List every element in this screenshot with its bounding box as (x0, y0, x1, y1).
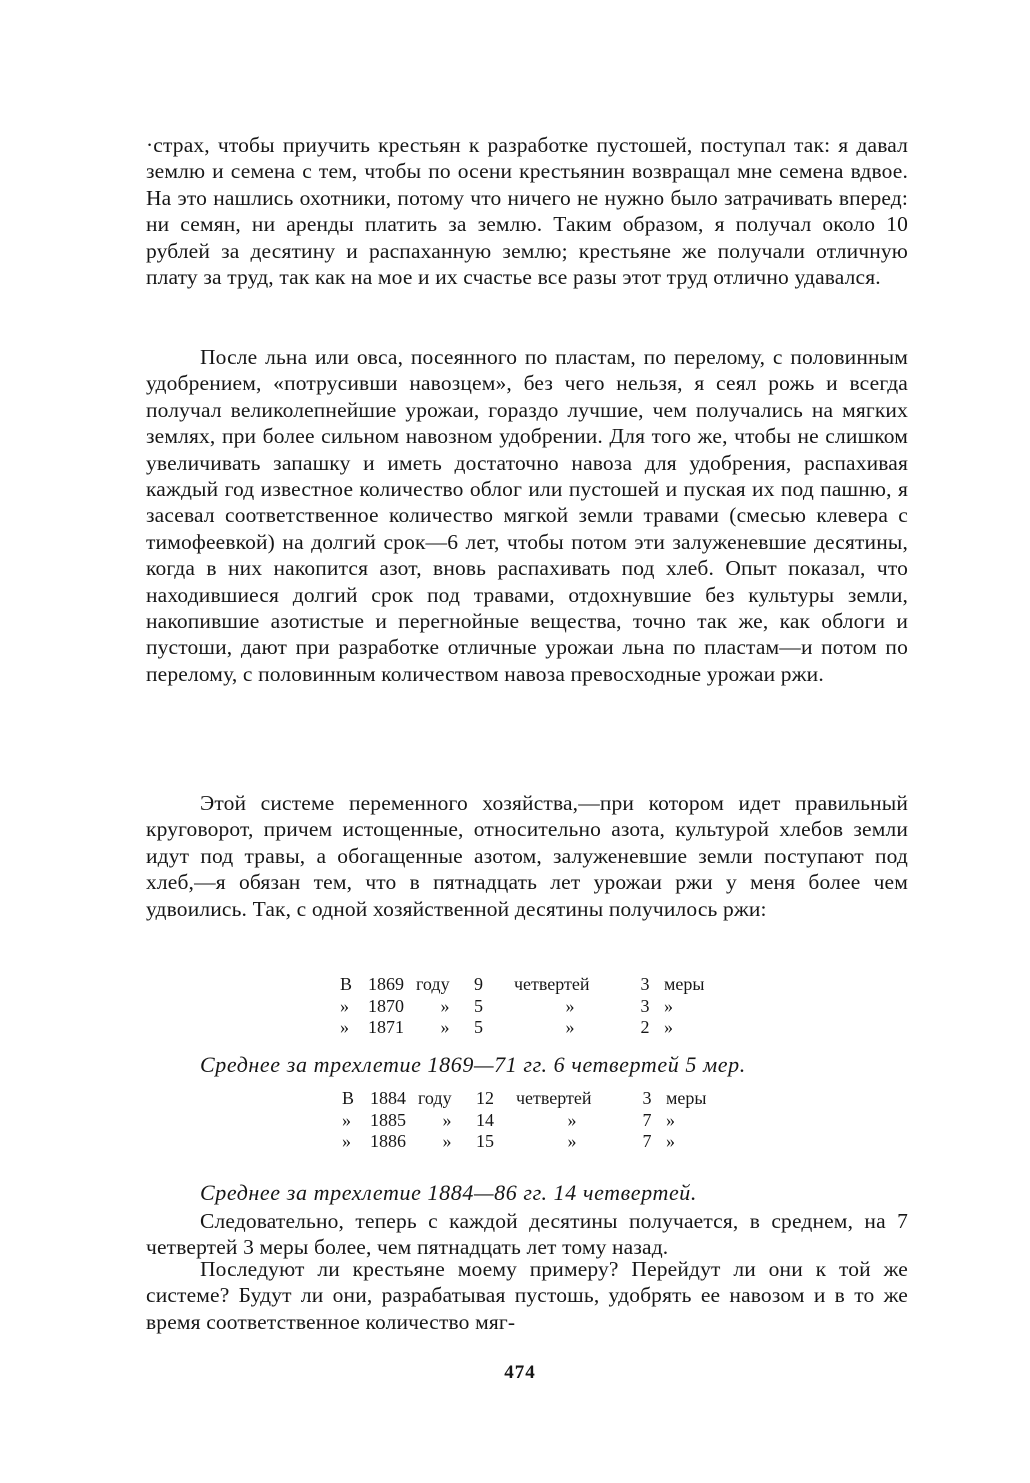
table-cell: 1871 (368, 1017, 404, 1038)
table-cell: » (664, 995, 673, 1016)
table-cell: 1869 (368, 974, 404, 994)
table-cell: В (340, 974, 353, 994)
table-cell: » (666, 1109, 675, 1130)
table-cell: 5 (474, 995, 483, 1016)
paragraph-question (146, 1256, 908, 1335)
table-cell: 12 (476, 1088, 494, 1108)
table-cell: 1884 (370, 1088, 406, 1108)
table-cell: 15 (476, 1131, 494, 1152)
table-cell: меры (664, 974, 705, 994)
table-cell: 3 (642, 1088, 652, 1108)
paragraph-text: ·страх, чтобы приучить крестьян к разработке пустошей, поступал так: я давал землю и семена с тем, чтобы по осени крестьянин возвращал мне семена вдвое. На это нашлись охотники, потому что ничего не нужно было затрачивать вперед: ни семян, ни аренды платить за землю. Таким образом, я получал около 10 рублей за десятину и распаханную землю; крестьяне же получали отличную плату за труд, так как на мое и их счастье все разы этот труд отлично удавался. (146, 133, 908, 290)
table-cell: » (664, 1017, 673, 1038)
table-cell: четвертей (516, 1088, 592, 1108)
paragraph-system (146, 790, 908, 922)
table-cell: 9 (474, 974, 483, 994)
table-cell: » (440, 995, 450, 1016)
average-1869-1871: Среднее за трехлетие 1869—71 гг. 6 четвертей 5 мер. (200, 1052, 746, 1077)
page-number: 474 (504, 1362, 536, 1383)
table-cell: году (416, 974, 450, 994)
table-cell: В (342, 1088, 355, 1108)
table-cell: » (442, 1131, 452, 1152)
table-cell: 7 (642, 1131, 652, 1152)
table-row (342, 1088, 726, 1110)
table-cell: 3 (640, 974, 650, 994)
table-cell: » (342, 1109, 351, 1130)
table-cell: меры (666, 1088, 707, 1108)
table-cell: 5 (474, 1017, 483, 1038)
paragraph-text: После льна или овса, посеянного по пластам, по перелому, с половинным удобрением, «потрусивши навозцем», без чего нельзя, я сеял рожь и всегда получал великолепнейшие урожаи, гораздо лучшие, чем получались на мягких землях, при более сильном навозном удобрении. Для того же, чтобы не слишком увеличивать запашку и иметь достаточно навоза для удобрения, распахивая каждый год известное количество облог или пустошей и пуская их под пашню, я засевал соответственное количество мягкой земли травами (смесью клевера с тимофеевкой) на долгий срок—6 лет, чтобы потом эти залуженевшие десятины, когда в них накопится азот, вновь распахивать под хлеб. Опыт показал, что находившиеся долгий срок под травами, отдохнувшие без культуры земли, накопившие азотистые и перегнойные вещества, точно так же, как облоги и пустоши, дают при разработке отличные урожаи льна по пластам—и потом по перелому, с половинным количеством навоза превосходные урожаи ржи. (146, 345, 908, 686)
table-cell: четвертей (514, 974, 590, 994)
table-row (342, 1110, 726, 1132)
harvest-table-1869-1871 (340, 974, 724, 1039)
harvest-table-1884-1886 (342, 1088, 726, 1153)
table-cell: » (567, 1109, 577, 1130)
table-cell: 1870 (368, 995, 404, 1016)
table-cell: 1886 (370, 1131, 406, 1152)
table-cell: » (342, 1131, 351, 1152)
table-row (342, 1131, 726, 1153)
table-cell: » (565, 995, 575, 1016)
table-cell: 7 (642, 1109, 652, 1130)
average-1884-1886: Среднее за трехлетие 1884—86 гг. 14 четвертей. (200, 1180, 698, 1205)
paragraph-text: Этой системе переменного хозяйства,—при котором идет правильный круговорот, причем истощенные, относительно азота, культурой хлебов земли идут под травы, а обогащенные азотом, залуженевшие земли поступают под хлеб,—я обязан тем, что в пятнадцать лет урожаи ржи у меня более чем удвоились. Так, с одной хозяйственной десятины получилось ржи: (146, 791, 908, 921)
paragraph-continued (146, 132, 908, 290)
table-cell: » (565, 1017, 575, 1038)
table-cell: » (440, 1017, 450, 1038)
table-cell: » (340, 1017, 349, 1038)
table-cell: 14 (476, 1109, 494, 1130)
table-row (340, 996, 724, 1018)
table-cell: 1885 (370, 1109, 406, 1130)
table-cell: » (567, 1131, 577, 1152)
table-cell: » (340, 995, 349, 1016)
paragraph-text: Последуют ли крестьяне моему примеру? Перейдут ли они к той же системе? Будут ли они, разрабатывая пустошь, удобрять ее навозом и в то же время соответственное количество мяг- (146, 1257, 908, 1334)
table-cell: » (666, 1131, 675, 1152)
table-cell: 3 (640, 995, 650, 1016)
table-cell: 2 (640, 1017, 650, 1038)
paragraph-text: Следовательно, теперь с каждой десятины получается, в среднем, на 7 четвертей 3 меры более, чем пятнадцать лет тому назад. (146, 1209, 908, 1260)
table-cell: » (442, 1109, 452, 1130)
table-row (340, 1017, 724, 1039)
paragraph-crop-rotation (146, 344, 908, 687)
table-cell: году (418, 1088, 452, 1108)
table-row (340, 974, 724, 996)
paragraph-conclusion (146, 1208, 908, 1261)
